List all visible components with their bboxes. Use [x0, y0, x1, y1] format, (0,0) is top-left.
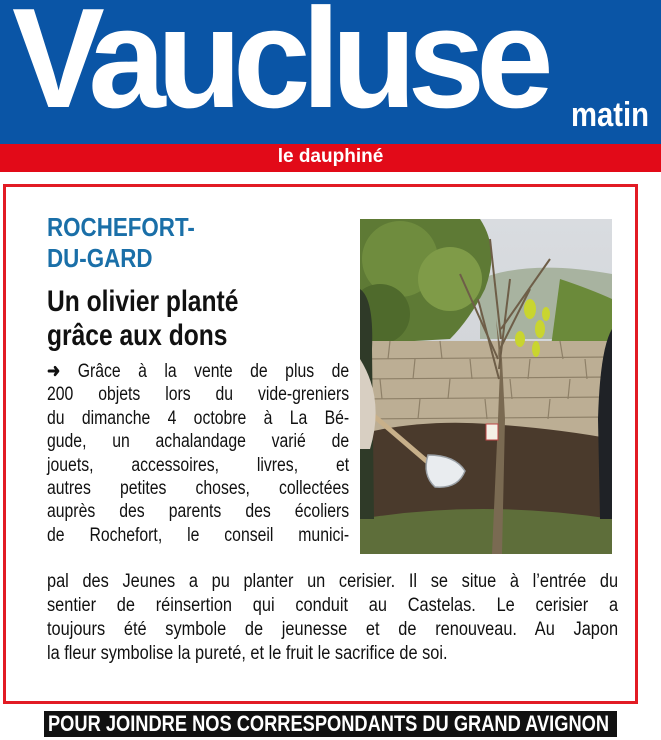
article-body-narrow: [47, 360, 349, 547]
body-line: de Rochefort, le conseil munici-: [47, 524, 350, 546]
body-line: jouets, accessoires, livres, et: [47, 454, 350, 476]
body-line: du dimanche 4 octobre à La Bé-: [47, 407, 350, 429]
newspaper-subtitle: matin: [571, 96, 649, 134]
masthead: [0, 0, 661, 144]
body-line: la fleur symbolise la pureté, et le fruit le sacrifice de soi.: [47, 643, 448, 664]
le-dauphine-logo: le dauphiné: [277, 146, 384, 167]
tree-planting-photo: [360, 219, 612, 554]
kicker-line: ROCHEFORT-: [47, 212, 195, 242]
body-line: gude, un achalandage varié de: [47, 431, 350, 453]
newspaper-title: Vaucluse: [12, 0, 545, 138]
headline-line: Un olivier planté: [47, 285, 239, 318]
body-line: autres petites choses, collectées: [47, 478, 350, 500]
article-headline: [47, 285, 238, 353]
arrow-icon: ➜: [47, 361, 61, 382]
kicker-line: DU-GARD: [47, 243, 153, 273]
article-body-wide: [47, 570, 618, 666]
body-line: ➜ Grâce à la vente de plus de: [47, 361, 350, 382]
article-kicker: [47, 212, 195, 274]
body-line: pal des Jeunes a pu planter un cerisier. Il se situe à l’entrée du: [47, 571, 619, 592]
body-line: auprès des parents des écoliers: [47, 501, 350, 523]
body-line: sentier de réinsertion qui conduit au Castelas. Le cerisier a: [47, 595, 619, 616]
headline-line: grâce aux dons: [47, 319, 228, 352]
body-line: 200 objets lors du vide-greniers: [47, 384, 350, 406]
body-line: toujours été symbole de jeunesse et de renouveau. Au Japon: [47, 619, 619, 640]
footer-banner-text: POUR JOINDRE NOS CORRESPONDANTS DU GRAND AVIGNON: [48, 711, 610, 736]
photo-illustration: [360, 219, 612, 554]
